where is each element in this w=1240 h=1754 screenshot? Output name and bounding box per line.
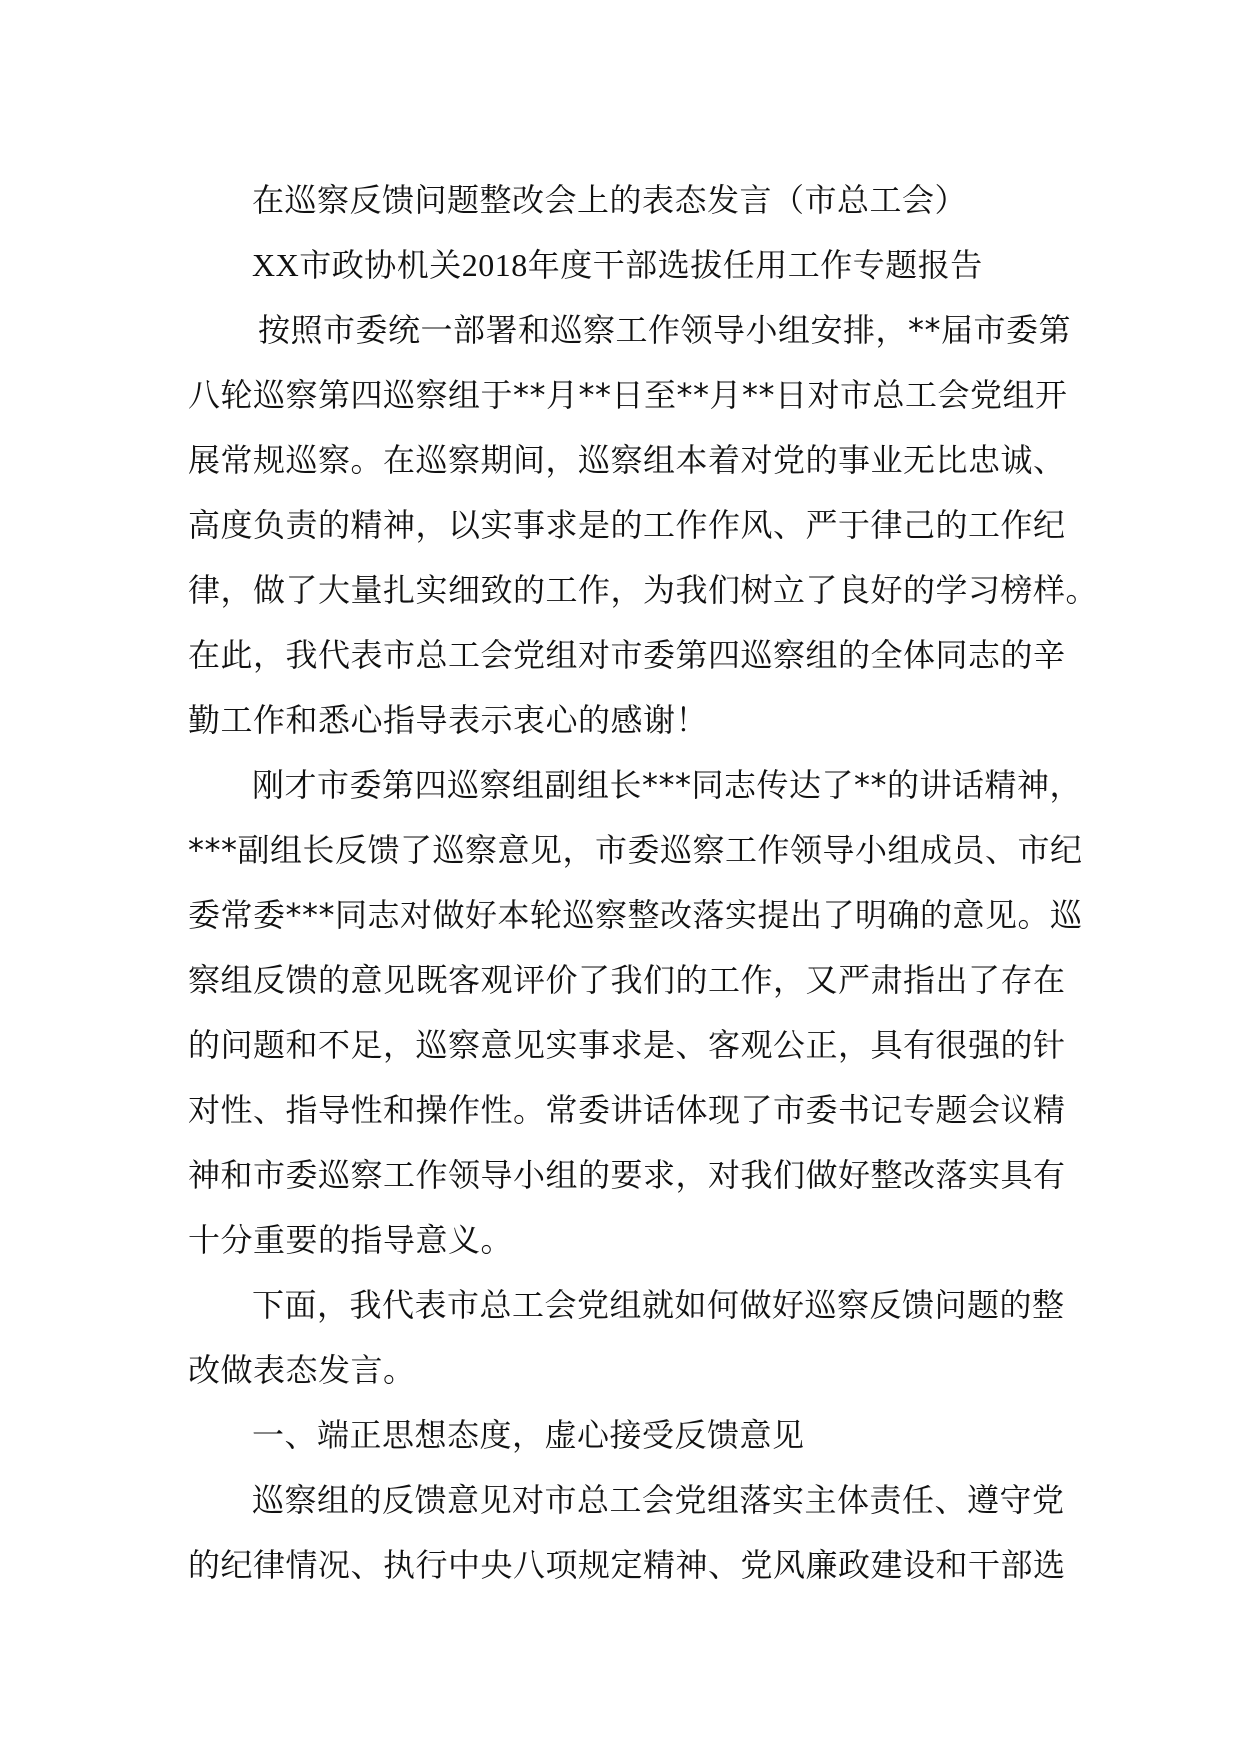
subtitle-rest: 年度干部选拔任用工作专题报告: [527, 246, 983, 284]
document-title: 在巡察反馈问题整改会上的表态发言（市总工会）: [252, 181, 968, 219]
paragraph-1-line-7: 勤工作和悉心指导表示衷心的感谢！: [188, 701, 709, 739]
subtitle-year: 2018: [461, 247, 528, 283]
paragraph-3-line-2: 改做表态发言。: [188, 1351, 416, 1389]
subtitle-mid: 市政协机关: [299, 246, 462, 284]
paragraph-1-line-4: 高度负责的精神，以实事求是的工作作风、严于律己的工作纪: [188, 506, 1066, 544]
paragraph-2-line-2: ***副组长反馈了巡察意见，市委巡察工作领导小组成员、市纪: [188, 831, 1083, 869]
document-body: [188, 168, 1099, 1598]
paragraph-5-line-1: 巡察组的反馈意见对市总工会党组落实主体责任、遵守党: [252, 1481, 1065, 1519]
paragraph-3-line-1: 下面，我代表市总工会党组就如何做好巡察反馈问题的整: [252, 1286, 1065, 1324]
paragraph-1-line-5: 律，做了大量扎实细致的工作，为我们树立了良好的学习榜样。: [188, 571, 1099, 609]
paragraph-2-line-8: 十分重要的指导意义。: [188, 1221, 514, 1259]
paragraph-1-line-1: 按照市委统一部署和巡察工作领导小组安排，**届市委第: [258, 311, 1072, 349]
paragraph-2-line-1: 刚才市委第四巡察组副组长***同志传达了**的讲话精神，: [252, 766, 1083, 804]
paragraph-1-line-6: 在此，我代表市总工会党组对市委第四巡察组的全体同志的辛: [188, 636, 1066, 674]
paragraph-5-line-2: 的纪律情况、执行中央八项规定精神、党风廉政建设和干部选: [188, 1546, 1066, 1584]
paragraph-2-line-3: 委常委***同志对做好本轮巡察整改落实提出了明确的意见。巡: [188, 896, 1083, 934]
subtitle-prefix: XX: [252, 247, 300, 283]
paragraph-2-line-7: 神和市委巡察工作领导小组的要求，对我们做好整改落实具有: [188, 1156, 1066, 1194]
document-subtitle: [188, 233, 1058, 298]
paragraph-2-line-6: 对性、指导性和操作性。常委讲话体现了市委书记专题会议精: [188, 1091, 1066, 1129]
paragraph-1-line-3: 展常规巡察。在巡察期间，巡察组本着对党的事业无比忠诚、: [188, 441, 1066, 479]
paragraph-1-line-2: 八轮巡察第四巡察组于**月**日至**月**日对市总工会党组开: [188, 376, 1068, 414]
section-heading-1: 一、端正思想态度，虚心接受反馈意见: [252, 1416, 805, 1454]
paragraph-2-line-4: 察组反馈的意见既客观评价了我们的工作，又严肃指出了存在: [188, 961, 1066, 999]
paragraph-2-line-5: 的问题和不足，巡察意见实事求是、客观公正，具有很强的针: [188, 1026, 1066, 1064]
